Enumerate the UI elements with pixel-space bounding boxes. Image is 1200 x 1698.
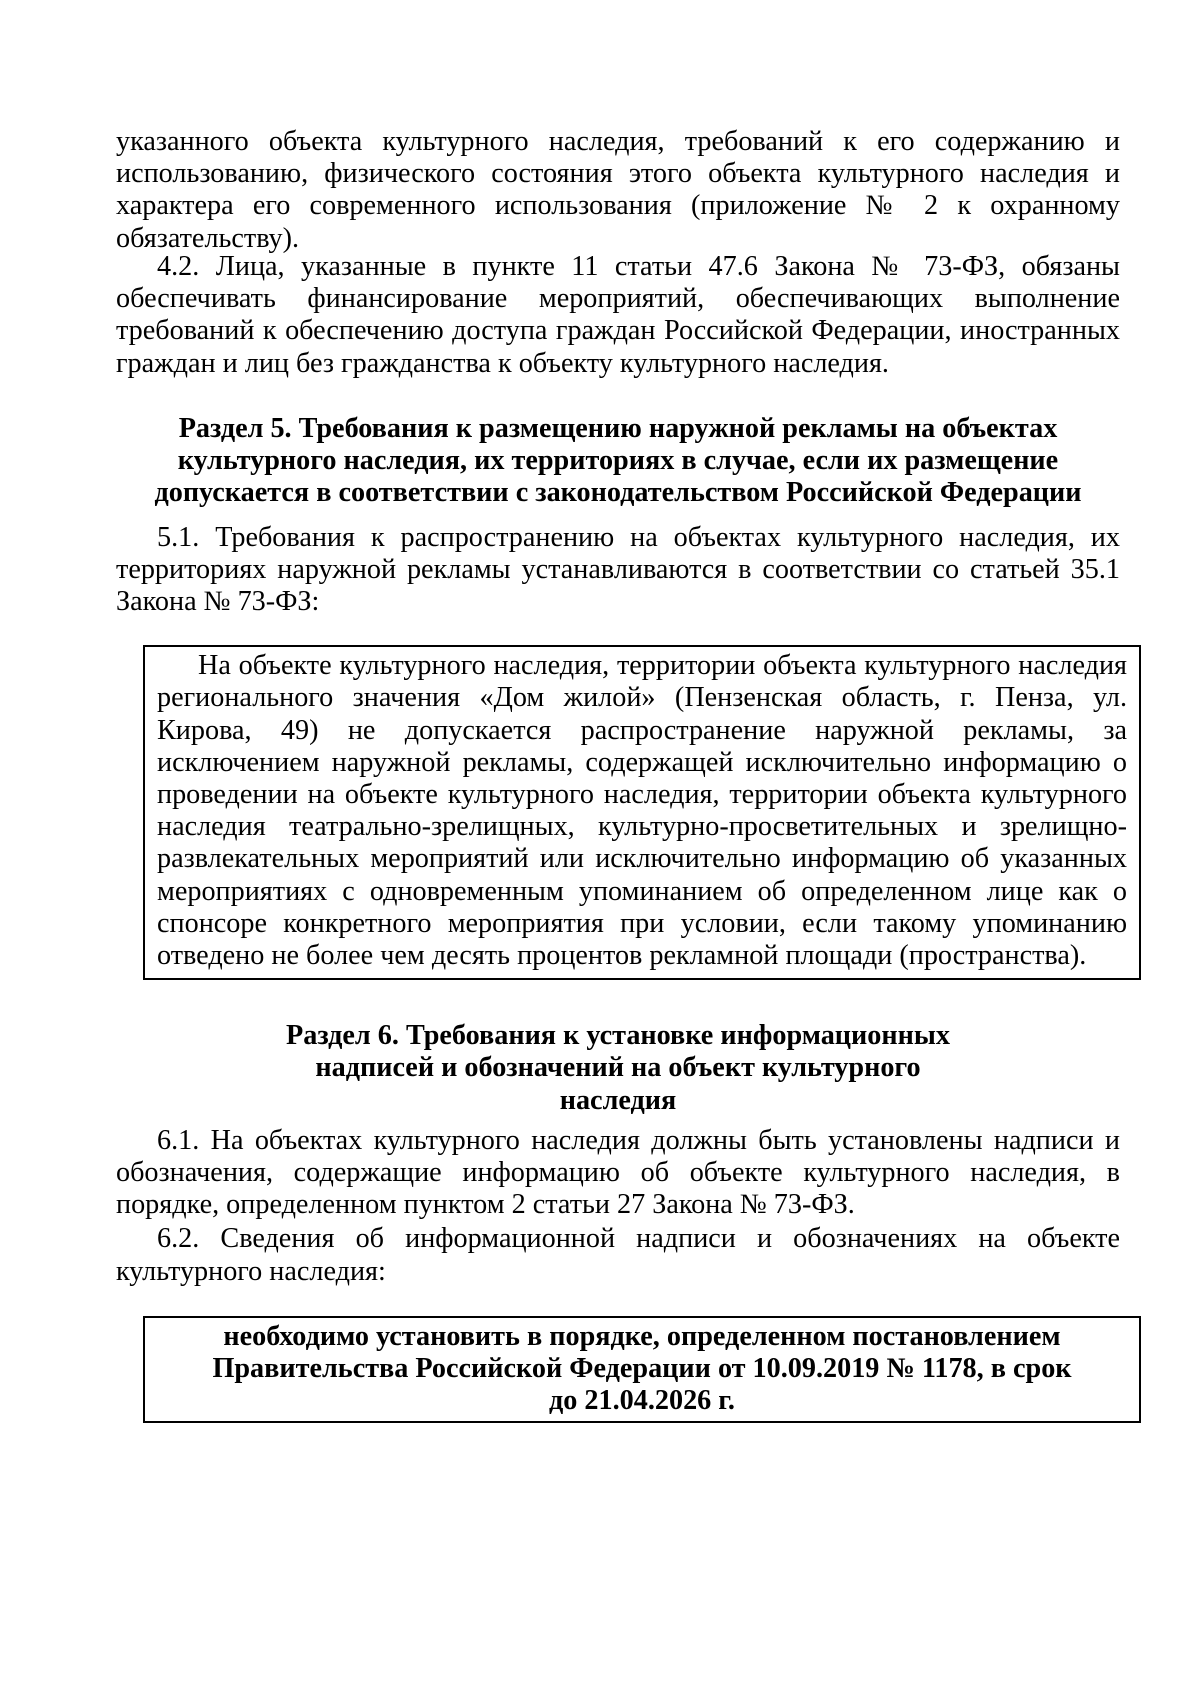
paragraph-6-2: 6.2. Сведения об информационной надписи и обозначениях на объекте культурного наследия: [116,1223,1120,1287]
paragraph-4-2: 4.2. Лица, указанные в пункте 11 статьи 47.6 Закона № 73-ФЗ, обязаны обеспечивать финансирование мероприятий, обеспечивающих выполнение требований к обеспечению доступа граждан Российской Федерации, иностранных граждан и лиц без гражданства к объекту культурного наследия. [116,251,1120,379]
document-page [116,126,1127,1423]
information-sign-box [143,1316,1141,1424]
advertising-requirements-text: На объекте культурного наследия, территории объекта культурного наследия регионального значения «Дом жилой» (Пензенская область, г. Пенза, ул. Кирова, 49) не допускается распространение наружной рекламы, за исключением наружной рекламы, содержащей исключительно информацию о проведении на объекте культурного наследия, территории объекта культурного наследия театрально-зрелищных, культурно-просветительных и зрелищно-развлекательных мероприятий или исключительно информацию об указанных мероприятиях с одновременным упоминанием об определенном лице как о спонсоре конкретного мероприятия при условии, если такому упоминанию отведено не более чем десять процентов рекламной площади (пространства). [157,650,1127,972]
section-6-heading: Раздел 6. Требования к установке информационных надписей и обозначений на объект культурного наследия [286,1020,950,1116]
paragraph-6-1: 6.1. На объектах культурного наследия должны быть установлены надписи и обозначения, содержащие информацию об объекте культурного наследия, в порядке, определенном пунктом 2 статьи 27 Закона № 73-ФЗ. [116,1124,1120,1221]
paragraph-continuation: указанного объекта культурного наследия, требований к его содержанию и использованию, физического состояния этого объекта культурного наследия и характера его современного использования (приложение № 2 к охранному обязательству). [116,126,1120,254]
advertising-requirements-box [143,645,1141,980]
information-sign-text: необходимо установить в порядке, определенном постановлением Правительства Российской Федерации от 10.09.2019 № 1178, в срок до 21.04.2026 г. [212,1320,1072,1417]
section-5-heading: Раздел 5. Требования к размещению наружной рекламы на объектах культурного наследия, их территориях в случае, если их размещение допускается в соответствии с законодательством Российской Федерации [154,413,1082,509]
paragraph-5-1: 5.1. Требования к распространению на объектах культурного наследия, их территориях наружной рекламы устанавливаются в соответствии со статьей 35.1 Закона № 73-ФЗ: [116,521,1120,618]
